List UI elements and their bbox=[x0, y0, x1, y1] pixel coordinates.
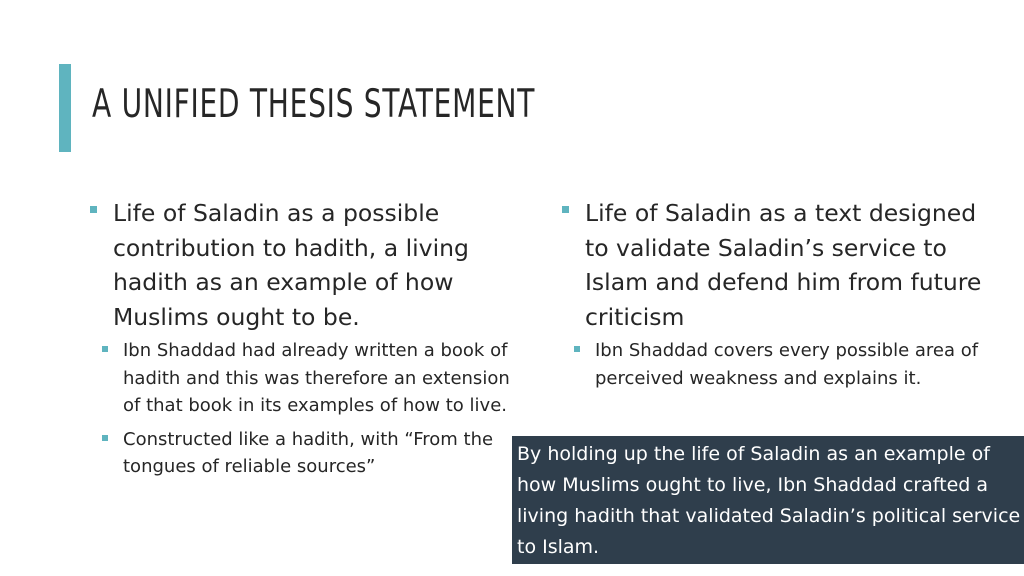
title-accent-bar bbox=[59, 64, 71, 152]
right-main-text: Life of Saladin as a text designed to validate Saladin’s service to Islam and defend him from future criticism bbox=[585, 199, 982, 331]
slide-title: A UNIFIED THESIS STATEMENT bbox=[92, 82, 536, 127]
left-column bbox=[88, 196, 518, 481]
bullet-square-icon bbox=[574, 346, 580, 352]
right-main-bullet bbox=[560, 196, 1000, 334]
callout-text: By holding up the life of Saladin as an example of how Muslims ought to live, Ibn Shaddad crafted a living hadith that validated Saladin’s political service to Islam. bbox=[517, 443, 1021, 558]
left-main-text: Life of Saladin as a possible contribution to hadith, a living hadith as an example of how Muslims ought to be. bbox=[113, 199, 469, 331]
left-main-bullet bbox=[88, 196, 518, 334]
left-sub-text-1: Ibn Shaddad had already written a book of hadith and this was therefore an extension of that book in its examples of how to live. bbox=[123, 340, 510, 416]
right-column bbox=[560, 196, 1000, 392]
bullet-square-icon bbox=[102, 435, 108, 441]
bullet-square-icon bbox=[102, 346, 108, 352]
thesis-callout-box bbox=[512, 436, 1024, 564]
right-sub-text-1: Ibn Shaddad covers every possible area of perceived weakness and explains it. bbox=[595, 340, 979, 389]
left-sub-text-2: Constructed like a hadith, with “From the tongues of reliable sources” bbox=[123, 428, 494, 477]
bullet-square-icon bbox=[562, 206, 569, 213]
bullet-square-icon bbox=[90, 206, 97, 213]
left-sub-bullet-1 bbox=[88, 337, 518, 420]
right-sub-bullet-1 bbox=[560, 337, 1000, 392]
left-sub-bullet-2 bbox=[88, 426, 518, 481]
